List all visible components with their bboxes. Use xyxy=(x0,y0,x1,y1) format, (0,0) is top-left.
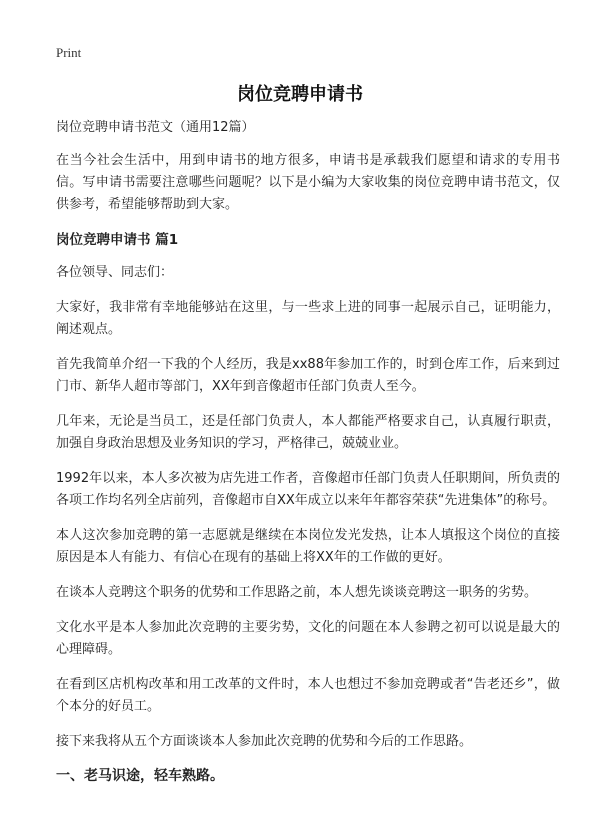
body-paragraph: 在谈本人竞聘这个职务的优势和工作思路之前，本人想先谈谈竞聘这一职务的劣势。 xyxy=(56,585,538,600)
section-heading: 岗位竞聘申请书 篇1 xyxy=(56,232,179,248)
body-paragraph: 几年来，无论是当员工，还是任部门负责人，本人都能严格要求自己，认真履行职责，加强自身政治思想及业务知识的学习，严格律己，兢兢业业。 xyxy=(56,414,560,451)
subsection-heading: 一、老马识途，轻车熟路。 xyxy=(56,768,224,784)
body-paragraph: 文化水平是本人参加此次竞聘的主要劣势，文化的问题在本人参聘之初可以说是最大的心理障碍。 xyxy=(56,620,560,657)
print-link[interactable]: Print xyxy=(56,45,82,60)
document-body xyxy=(56,118,560,798)
body-paragraph: 首先我简单介绍一下我的个人经历，我是xx88年参加工作的，时到仓库工作，后来到过门市、新华人超市等部门，XX年到音像超市任部门负责人至今。 xyxy=(56,357,560,394)
body-paragraph: 1992年以来，本人多次被为店先进工作者，音像超市任部门负责人任职期间，所负责的各项工作均名列全店前列，音像超市自XX年成立以来年年都容荣获“先进集体”的称号。 xyxy=(56,471,560,508)
document-subtitle: 岗位竞聘申请书范文（通用12篇） xyxy=(56,120,255,135)
body-paragraph: 接下来我将从五个方面谈谈本人参加此次竞聘的优势和今后的工作思路。 xyxy=(56,734,473,749)
body-paragraph: 大家好，我非常有幸地能够站在这里，与一些求上进的同事一起展示自己，证明能力，阐述观点。 xyxy=(56,300,560,337)
body-paragraph: 本人这次参加竞聘的第一志愿就是继续在本岗位发光发热，让本人填报这个岗位的直接原因是本人有能力、有信心在现有的基础上将XX年的工作做的更好。 xyxy=(56,528,560,565)
greeting: 各位领导、同志们： xyxy=(56,265,174,280)
body-paragraph: 在看到区店机构改革和用工改革的文件时，本人也想过不参加竞聘或者“告老还乡”，做个本分的好员工。 xyxy=(56,677,560,714)
intro-paragraph: 在当今社会生活中，用到申请书的地方很多，申请书是承载我们愿望和请求的专用书信。写申请书需要注意哪些问题呢？以下是小编为大家收集的岗位竞聘申请书范文，仅供参考，希望能够帮助到大家。 xyxy=(56,153,560,212)
document-title: 岗位竞聘申请书 xyxy=(237,84,363,105)
